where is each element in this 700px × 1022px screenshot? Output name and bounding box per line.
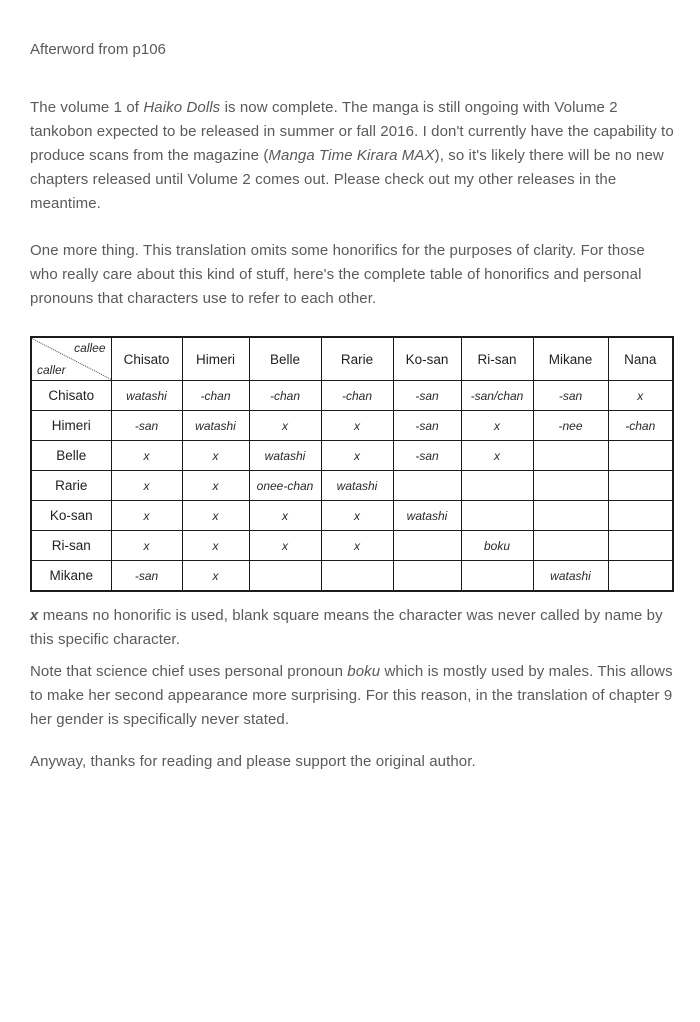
table-header-row bbox=[31, 337, 673, 381]
honorific-cell bbox=[533, 441, 608, 471]
honorific-cell: watashi bbox=[393, 501, 461, 531]
column-header-risan: Ri-san bbox=[461, 337, 533, 381]
honorific-cell bbox=[393, 531, 461, 561]
honorific-cell: -san bbox=[533, 381, 608, 411]
honorific-cell bbox=[608, 471, 673, 501]
honorific-cell bbox=[249, 561, 321, 592]
column-header-himeri: Himeri bbox=[182, 337, 249, 381]
table-row bbox=[31, 441, 673, 471]
honorific-cell bbox=[608, 501, 673, 531]
column-header-kosan: Ko-san bbox=[393, 337, 461, 381]
honorific-cell: x bbox=[249, 501, 321, 531]
honorific-cell bbox=[533, 501, 608, 531]
column-header-nana: Nana bbox=[608, 337, 673, 381]
intro-paragraph: The volume 1 of Haiko Dolls is now complete. The manga is still ongoing with Volume 2 tankobon expected to be released in summer or fall 2016. I don't currently have the capability to produce scans from the magazine (Manga Time Kirara MAX), so it's likely there will be no new chapters released until Volume 2 comes out. Please check out my other releases in the meantime. bbox=[30, 99, 674, 212]
honorific-cell: x bbox=[321, 531, 393, 561]
honorific-cell: x bbox=[182, 531, 249, 561]
caller-name: Himeri bbox=[31, 411, 111, 441]
caller-name: Belle bbox=[31, 441, 111, 471]
honorific-cell: -chan bbox=[182, 381, 249, 411]
honorific-cell: watashi bbox=[533, 561, 608, 592]
honorific-cell: -chan bbox=[608, 411, 673, 441]
table-row bbox=[31, 501, 673, 531]
boku-note-paragraph: Note that science chief uses personal pronoun boku which is mostly used by males. This allows to make her second appearance more surprising. For this reason, in the translation of chapter 9 her gender is specifically never stated. bbox=[30, 663, 673, 728]
page-title: Afterword from p106 bbox=[30, 41, 166, 58]
one-more-thing-paragraph: One more thing. This translation omits some honorifics for the purposes of clarity. For those who really care about this kind of stuff, here's the complete table of honorifics and personal pronouns that characters use to refer to each other. bbox=[30, 242, 645, 307]
honorific-cell: -san bbox=[111, 411, 182, 441]
honorific-cell: x bbox=[249, 531, 321, 561]
honorific-cell bbox=[533, 531, 608, 561]
honorific-cell: x bbox=[182, 441, 249, 471]
column-header-rarie: Rarie bbox=[321, 337, 393, 381]
honorific-cell: watashi bbox=[249, 441, 321, 471]
table-row bbox=[31, 471, 673, 501]
closing-paragraph: Anyway, thanks for reading and please support the original author. bbox=[30, 753, 476, 770]
honorific-cell: x bbox=[321, 411, 393, 441]
honorific-cell bbox=[461, 471, 533, 501]
table-row bbox=[31, 411, 673, 441]
honorific-cell: x bbox=[111, 441, 182, 471]
honorific-cell: x bbox=[111, 531, 182, 561]
honorific-cell: x bbox=[182, 561, 249, 592]
honorific-cell: boku bbox=[461, 531, 533, 561]
honorific-cell: -chan bbox=[321, 381, 393, 411]
column-header-chisato: Chisato bbox=[111, 337, 182, 381]
honorific-cell bbox=[321, 561, 393, 592]
honorific-cell: watashi bbox=[182, 411, 249, 441]
honorific-cell: watashi bbox=[321, 471, 393, 501]
honorific-cell bbox=[393, 471, 461, 501]
honorific-cell: x bbox=[321, 441, 393, 471]
honorific-cell bbox=[393, 561, 461, 592]
honorific-cell: x bbox=[461, 411, 533, 441]
caller-name: Rarie bbox=[31, 471, 111, 501]
honorific-cell: x bbox=[182, 471, 249, 501]
honorific-cell: x bbox=[461, 441, 533, 471]
corner-caller-label: caller bbox=[37, 363, 66, 377]
honorific-cell: -san/chan bbox=[461, 381, 533, 411]
honorific-cell bbox=[608, 561, 673, 592]
honorific-cell: -san bbox=[393, 441, 461, 471]
honorific-cell: -san bbox=[111, 561, 182, 592]
table-corner-cell bbox=[31, 337, 111, 381]
honorific-cell: x bbox=[182, 501, 249, 531]
legend-paragraph: x means no honorific is used, blank square means the character was never called by name by this specific character. bbox=[30, 607, 663, 648]
honorifics-table bbox=[30, 336, 674, 592]
caller-name: Ri-san bbox=[31, 531, 111, 561]
honorific-cell bbox=[461, 501, 533, 531]
honorific-cell: -nee bbox=[533, 411, 608, 441]
honorific-cell: onee-chan bbox=[249, 471, 321, 501]
honorific-cell: x bbox=[321, 501, 393, 531]
table-row bbox=[31, 561, 673, 592]
column-header-mikane: Mikane bbox=[533, 337, 608, 381]
corner-callee-label: callee bbox=[74, 341, 106, 355]
table-row bbox=[31, 381, 673, 411]
honorific-cell: -san bbox=[393, 381, 461, 411]
honorific-cell bbox=[608, 531, 673, 561]
honorific-cell: -san bbox=[393, 411, 461, 441]
honorific-cell: x bbox=[111, 471, 182, 501]
honorific-cell: -chan bbox=[249, 381, 321, 411]
caller-name: Mikane bbox=[31, 561, 111, 592]
honorific-cell: watashi bbox=[111, 381, 182, 411]
honorific-cell bbox=[533, 471, 608, 501]
caller-name: Ko-san bbox=[31, 501, 111, 531]
column-header-belle: Belle bbox=[249, 337, 321, 381]
caller-name: Chisato bbox=[31, 381, 111, 411]
table-row bbox=[31, 531, 673, 561]
honorific-cell bbox=[461, 561, 533, 592]
honorific-cell bbox=[608, 441, 673, 471]
honorific-cell: x bbox=[608, 381, 673, 411]
honorific-cell: x bbox=[111, 501, 182, 531]
honorific-cell: x bbox=[249, 411, 321, 441]
